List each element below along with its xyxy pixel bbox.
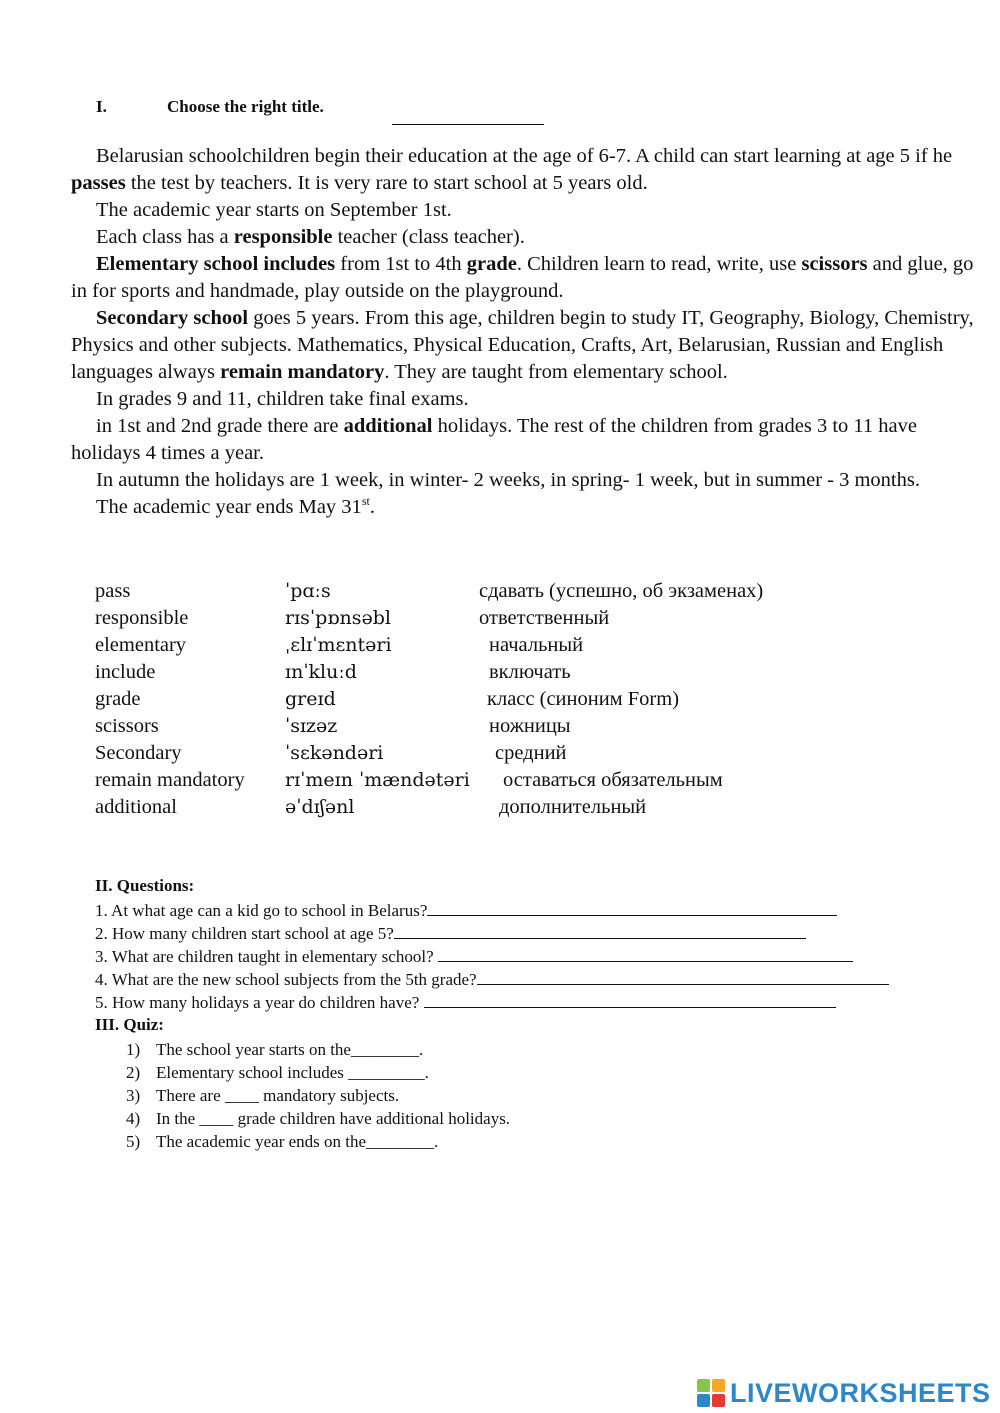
section-1-number: I.	[96, 97, 107, 116]
quiz-item: 5) The academic year ends on the________.	[126, 1132, 439, 1151]
logo-text: LIVEWORKSHEETS	[730, 1377, 991, 1408]
section-1-title: Choose the right title.	[167, 97, 324, 116]
vocab-row	[95, 659, 923, 686]
quiz-item: 4) In the ____ grade children have additional holidays.	[126, 1109, 511, 1128]
vocab-translation: дополнительный	[499, 796, 647, 818]
paragraph-9: The academic year ends May 31st.	[96, 494, 375, 518]
question-item: 5. How many holidays a year do children have?	[95, 991, 975, 1014]
vocab-translation: ножницы	[489, 715, 571, 737]
paragraph-7: in 1st and 2nd grade there are additional holidays. The rest of the children from grades 3 to 11 have holidays 4 times a year.	[71, 415, 917, 464]
vocab-transcription: ˈsɪzəz	[285, 715, 338, 737]
answer-blank[interactable]	[427, 899, 837, 916]
vocab-word: grade	[95, 688, 141, 710]
vocab-word: pass	[95, 580, 131, 602]
vocab-word: responsible	[95, 607, 189, 629]
vocab-transcription: ˈpɑːs	[285, 580, 331, 602]
answer-blank[interactable]	[477, 968, 889, 985]
answer-blank[interactable]	[394, 922, 806, 939]
vocab-word: remain mandatory	[95, 769, 245, 791]
vocab-row	[95, 605, 923, 632]
vocab-translation: ответственный	[479, 607, 610, 629]
question-item: 3. What are children taught in elementary school?	[95, 945, 975, 968]
question-item: 1. At what age can a kid go to school in Belarus?	[95, 899, 975, 922]
vocab-row	[95, 767, 923, 794]
vocab-row	[95, 713, 923, 740]
vocab-transcription: ɪnˈkluːd	[285, 661, 357, 683]
logo-grid-icon	[696, 1378, 726, 1408]
vocab-word: Secondary	[95, 742, 182, 764]
vocab-transcription: greɪd	[285, 688, 336, 710]
question-item: 2. How many children start school at age 5?	[95, 922, 975, 945]
quiz-item: 2) Elementary school includes _________.	[126, 1063, 429, 1082]
vocab-translation: оставаться обязательным	[503, 769, 723, 791]
vocab-translation: класс (синоним Form)	[487, 688, 680, 710]
paragraph-8: In autumn the holidays are 1 week, in winter- 2 weeks, in spring- 1 week, but in summer - 3 months.	[96, 469, 920, 491]
quiz-item: 1) The school year starts on the________.	[126, 1040, 424, 1059]
vocab-word: include	[95, 661, 156, 683]
vocabulary-table	[95, 578, 923, 821]
vocab-row	[95, 632, 923, 659]
question-item: 4. What are the new school subjects from the 5th grade?	[95, 968, 975, 991]
vocab-row	[95, 740, 923, 767]
answer-blank[interactable]	[424, 991, 836, 1008]
reading-passage	[71, 143, 981, 521]
vocab-row	[95, 686, 923, 713]
liveworksheets-logo[interactable]	[696, 1376, 991, 1410]
paragraph-3: Each class has a responsible teacher (class teacher).	[96, 226, 525, 248]
vocab-transcription: ˌɛlɪˈmɛntəri	[285, 634, 392, 656]
answer-blank[interactable]	[438, 945, 853, 962]
vocab-word: elementary	[95, 634, 187, 656]
vocab-word: scissors	[95, 715, 159, 737]
paragraph-1: Belarusian schoolchildren begin their education at the age of 6-7. A child can start learning at age 5 if he passes the test by teachers. It is very rare to start school at 5 years old.	[71, 145, 953, 194]
paragraph-4: Elementary school includes from 1st to 4th grade. Children learn to read, write, use scissors and glue, go in for sports and handmade, play outside on the playground.	[71, 253, 974, 302]
vocab-transcription: rɪˈmeɪn ˈmændətəri	[285, 769, 470, 791]
vocab-transcription: ˈsɛkəndəri	[285, 742, 384, 764]
vocab-translation: начальный	[489, 634, 584, 656]
paragraph-6: In grades 9 and 11, children take final exams.	[96, 388, 469, 410]
vocab-translation: включать	[489, 661, 571, 683]
vocab-transcription: əˈdɪʃənl	[285, 796, 355, 818]
section-1-heading	[96, 97, 324, 117]
quiz-heading: III. Quiz:	[95, 1015, 164, 1034]
questions-list	[95, 899, 975, 1014]
quiz-item: 3) There are ____ mandatory subjects.	[126, 1086, 400, 1105]
vocab-translation: сдавать (успешно, об экзаменах)	[479, 580, 764, 602]
paragraph-5: Secondary school goes 5 years. From this age, children begin to study IT, Geography, Biology, Chemistry, Physics and other subjects. Mathematics, Physical Education, Crafts, Art, Belarusian, Russian and English languages always remain mandatory. They are taught from elementary school.	[71, 307, 974, 383]
title-answer-blank[interactable]	[392, 124, 544, 125]
vocab-translation: средний	[495, 742, 567, 764]
paragraph-2: The academic year starts on September 1st.	[96, 199, 452, 221]
vocab-word: additional	[95, 796, 177, 818]
vocab-transcription: rɪsˈpɒnsəbl	[285, 607, 391, 629]
questions-heading: II. Questions:	[95, 876, 195, 895]
vocab-row	[95, 578, 923, 605]
quiz-list	[126, 1038, 510, 1153]
vocab-row	[95, 794, 923, 821]
